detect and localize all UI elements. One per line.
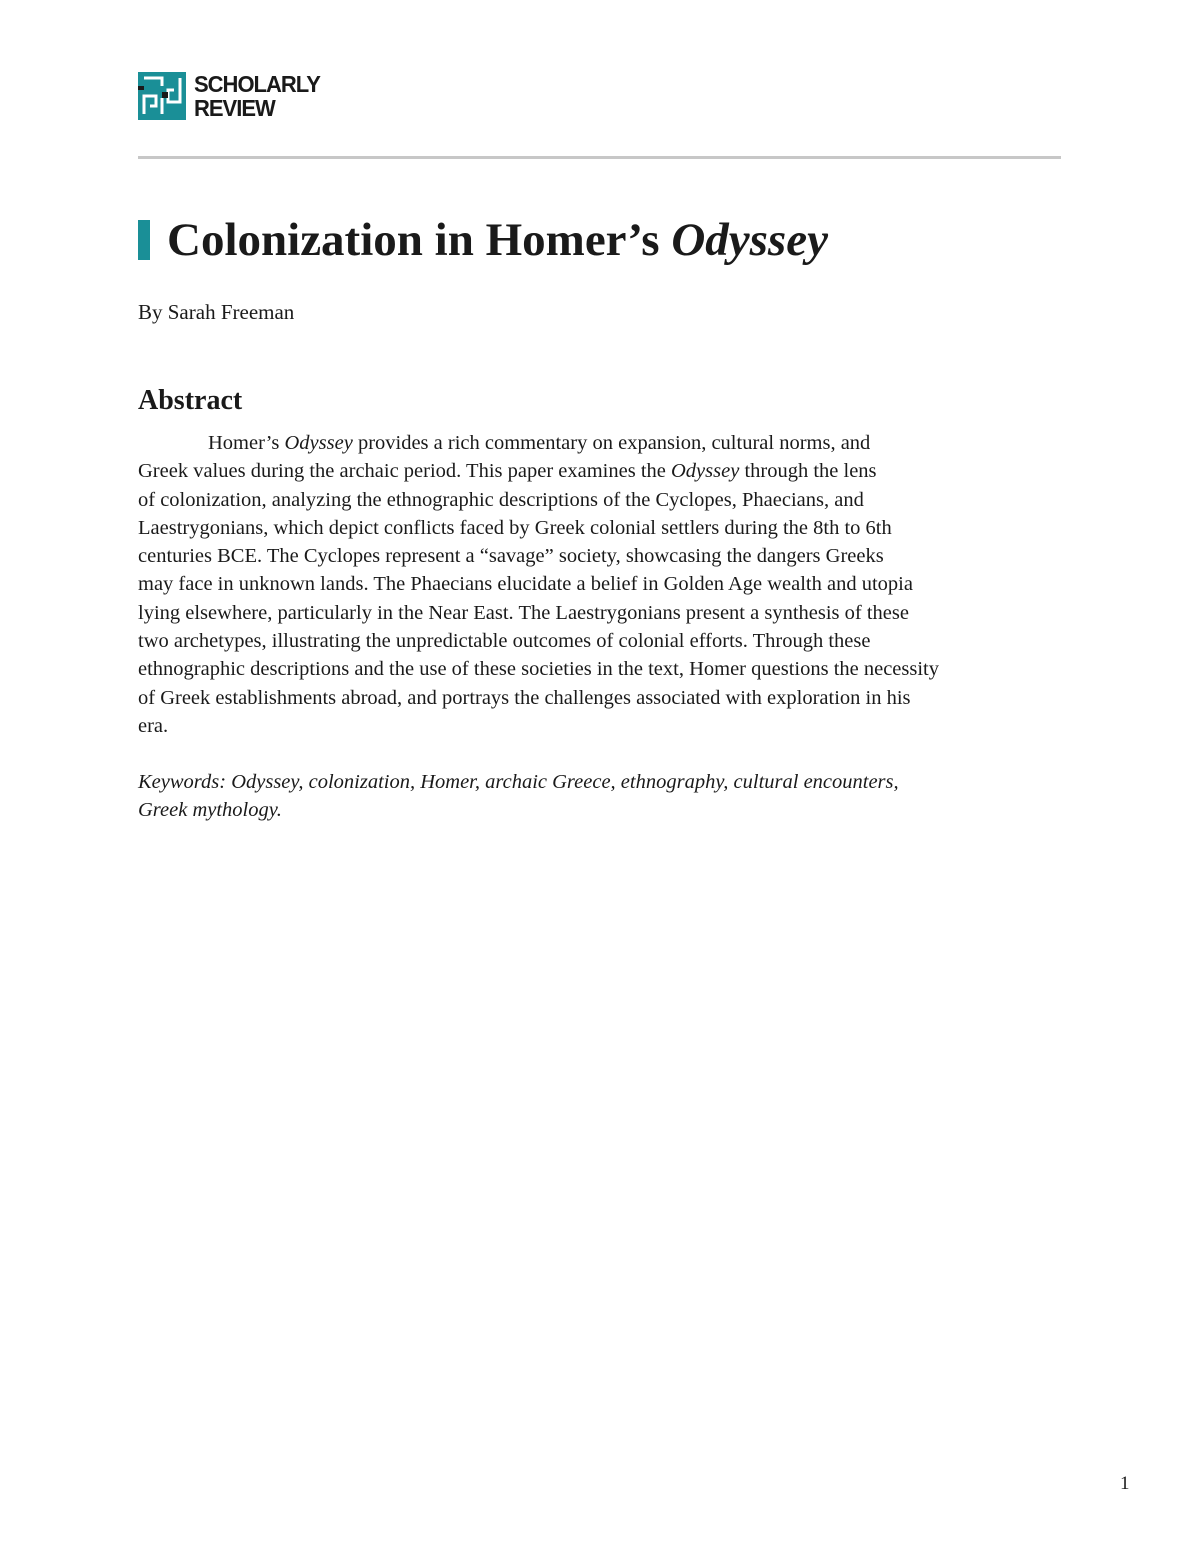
- abstract-text-run: provides a rich commentary on expansion, cultural norms, and: [352, 432, 871, 454]
- logo-line-1: SCHOLARLY: [194, 70, 320, 98]
- abstract-italic-run: Odyssey: [284, 432, 353, 454]
- title-italic-text: Odyssey: [671, 214, 828, 266]
- abstract-line: [138, 627, 1063, 655]
- page-title: [167, 212, 828, 268]
- journal-logo: [138, 72, 320, 120]
- maze-logo-icon: [138, 72, 186, 120]
- abstract-text-run: centuries BCE. The Cyclopes represent a “savage” society, showcasing the dangers Greeks: [138, 545, 884, 568]
- logo-line-2: REVIEW: [194, 95, 275, 122]
- abstract-text-run: ethnographic descriptions and the use of these societies in the text, Homer questions the necessity: [138, 658, 940, 681]
- abstract-line: [138, 655, 1063, 683]
- abstract-text-run: era.: [138, 714, 169, 737]
- abstract-line: [138, 486, 1063, 514]
- abstract-text-run: through the lens: [739, 460, 877, 483]
- abstract-text-run: Laestrygonians, which depict conflicts faced by Greek colonial settlers during the 8th to 6th: [138, 516, 892, 539]
- keywords-line: Keywords: Odyssey, colonization, Homer, archaic Greece, ethnography, cultural encounters,: [138, 771, 899, 793]
- abstract-text-run: may face in unknown lands. The Phaecians elucidate a belief in Golden Age wealth and utopia: [138, 573, 913, 596]
- header-divider: [138, 156, 1061, 159]
- keywords: [138, 768, 1063, 825]
- abstract-text-run: Greek values during the archaic period. This paper examines the: [138, 460, 671, 483]
- abstract-italic-run: Odyssey: [671, 460, 740, 483]
- abstract-body: [138, 429, 1063, 740]
- logo-wordmark: [194, 72, 320, 120]
- abstract-text-run: of Greek establishments abroad, and portrays the challenges associated with exploration in his: [138, 686, 911, 709]
- abstract-line: [138, 457, 1063, 485]
- abstract-line: [138, 712, 1063, 740]
- keywords-line: Greek mythology.: [138, 799, 282, 822]
- abstract-text-run: two archetypes, illustrating the unpredictable outcomes of colonial efforts. Through these: [138, 630, 871, 653]
- abstract-line: [138, 514, 1063, 542]
- abstract-line: [138, 570, 1063, 598]
- abstract-line: [138, 684, 1063, 712]
- title-text: Colonization in Homer’s: [167, 214, 672, 266]
- author-byline: By Sarah Freeman: [138, 300, 295, 324]
- title-block: [138, 212, 828, 268]
- abstract-text-run: Homer’s: [208, 432, 285, 454]
- abstract-text-run: lying elsewhere, particularly in the Near East. The Laestrygonians present a synthesis of these: [138, 601, 909, 624]
- title-accent-bar: [138, 220, 150, 260]
- abstract-text-run: of colonization, analyzing the ethnographic descriptions of the Cyclopes, Phaecians, and: [138, 488, 864, 511]
- page-number: 1: [1120, 1473, 1130, 1494]
- abstract-line: [138, 542, 1063, 570]
- abstract-line: [138, 429, 1063, 457]
- abstract-heading: Abstract: [138, 385, 243, 416]
- abstract-line: [138, 599, 1063, 627]
